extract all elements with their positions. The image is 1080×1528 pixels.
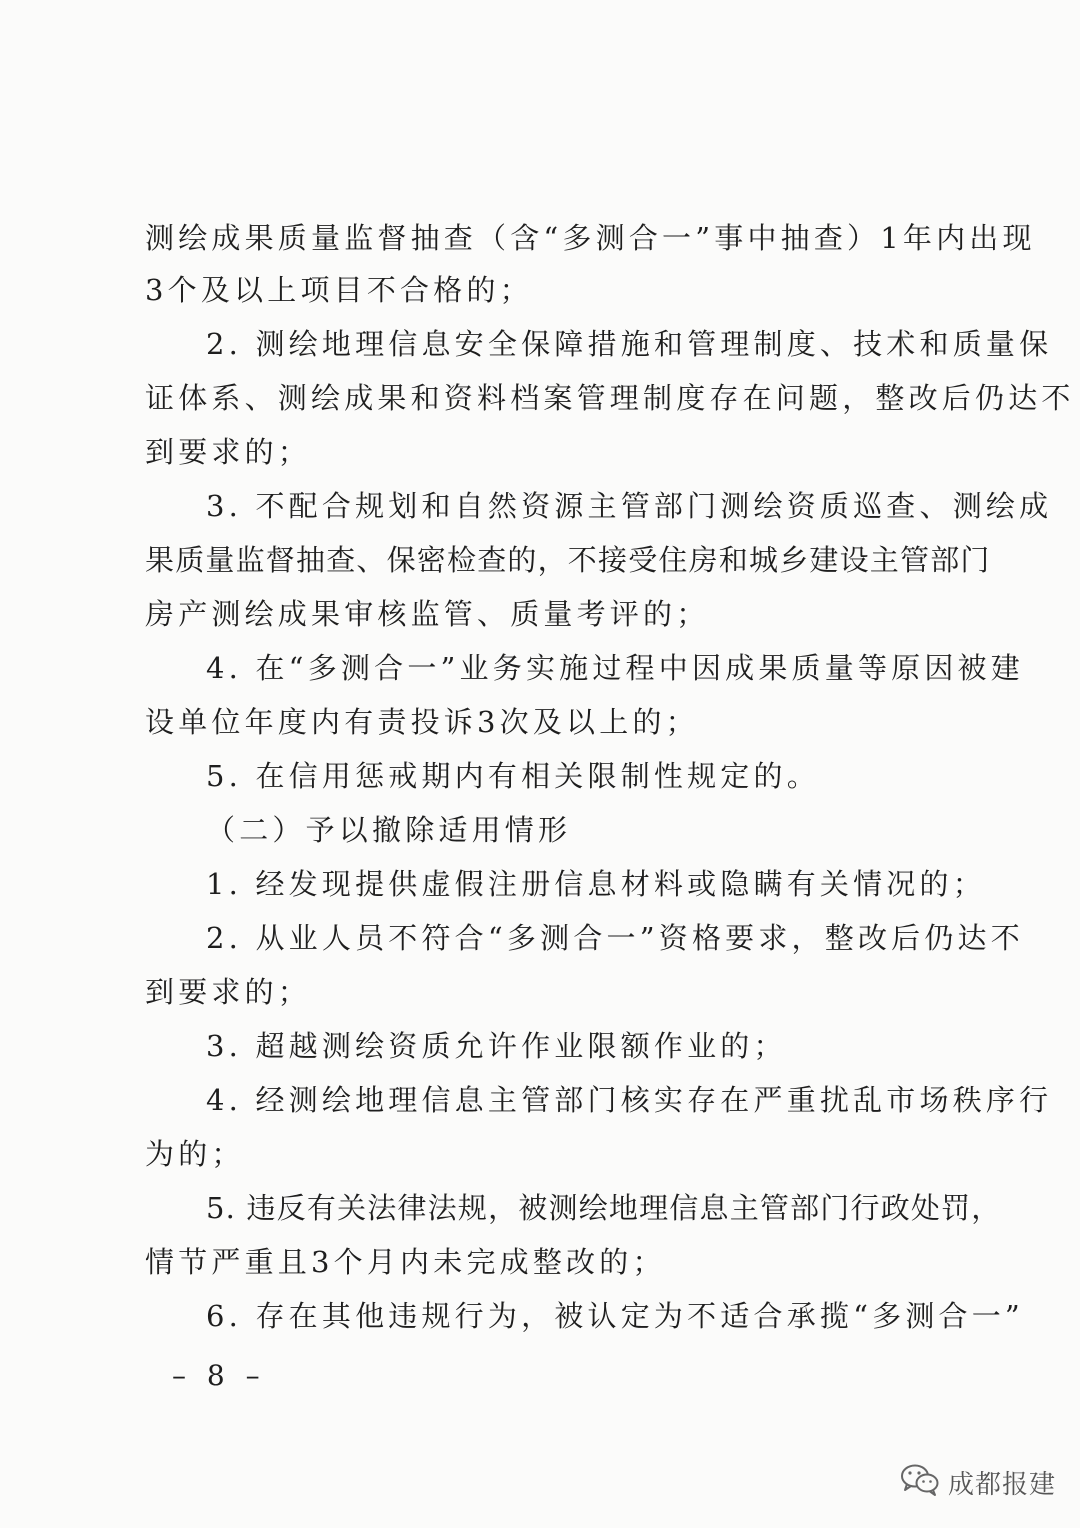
text-line: 为的； bbox=[145, 1137, 245, 1171]
text-line: 证体系、测绘成果和资料档案管理制度存在问题，整改后仍达不 bbox=[145, 381, 1075, 415]
text-line: 情节严重且3个月内未完成整改的； bbox=[145, 1245, 666, 1279]
wechat-icon bbox=[900, 1463, 940, 1502]
text-line: 5. 在信用惩戒期内有相关限制性规定的。 bbox=[206, 759, 820, 793]
text-line: 4. 经测绘地理信息主管部门核实存在严重扰乱市场秩序行 bbox=[206, 1083, 1053, 1117]
text-line: 到要求的； bbox=[145, 435, 312, 469]
text-line: 3. 超越测绘资质允许作业限额作业的； bbox=[206, 1029, 787, 1063]
watermark bbox=[900, 1463, 1056, 1502]
text-line: 3个及以上项目不合格的； bbox=[145, 273, 533, 307]
watermark-text: 成都报建 bbox=[948, 1470, 1057, 1500]
text-line: 5. 违反有关法律法规，被测绘地理信息主管部门行政处罚， bbox=[206, 1191, 1002, 1225]
text-line: 2. 测绘地理信息安全保障措施和管理制度、技术和质量保 bbox=[206, 327, 1053, 361]
section-heading: （二）予以撤除适用情形 bbox=[206, 813, 572, 847]
text-line: 测绘成果质量监督抽查（含“多测合一”事中抽查）1年内出现 bbox=[145, 221, 1036, 255]
text-line: 3. 不配合规划和自然资源主管部门测绘资质巡查、测绘成 bbox=[206, 489, 1053, 523]
page-number: – 8 – bbox=[172, 1359, 266, 1392]
text-line: 1. 经发现提供虚假注册信息材料或隐瞒有关情况的； bbox=[206, 867, 986, 901]
text-line: 6. 存在其他违规行为，被认定为不适合承揽“多测合一” bbox=[206, 1299, 1024, 1333]
text-line: 房产测绘成果审核监管、质量考评的； bbox=[145, 597, 710, 631]
text-line: 到要求的； bbox=[145, 975, 312, 1009]
text-line: 4. 在“多测合一”业务实施过程中因成果质量等原因被建 bbox=[206, 651, 1024, 685]
text-line: 设单位年度内有责投诉3次及以上的； bbox=[145, 705, 699, 739]
text-line: 果质量监督抽查、保密检查的，不接受住房和城乡建设主管部门 bbox=[145, 543, 991, 577]
text-line: 2. 从业人员不符合“多测合一”资格要求，整改后仍达不 bbox=[206, 921, 1024, 955]
